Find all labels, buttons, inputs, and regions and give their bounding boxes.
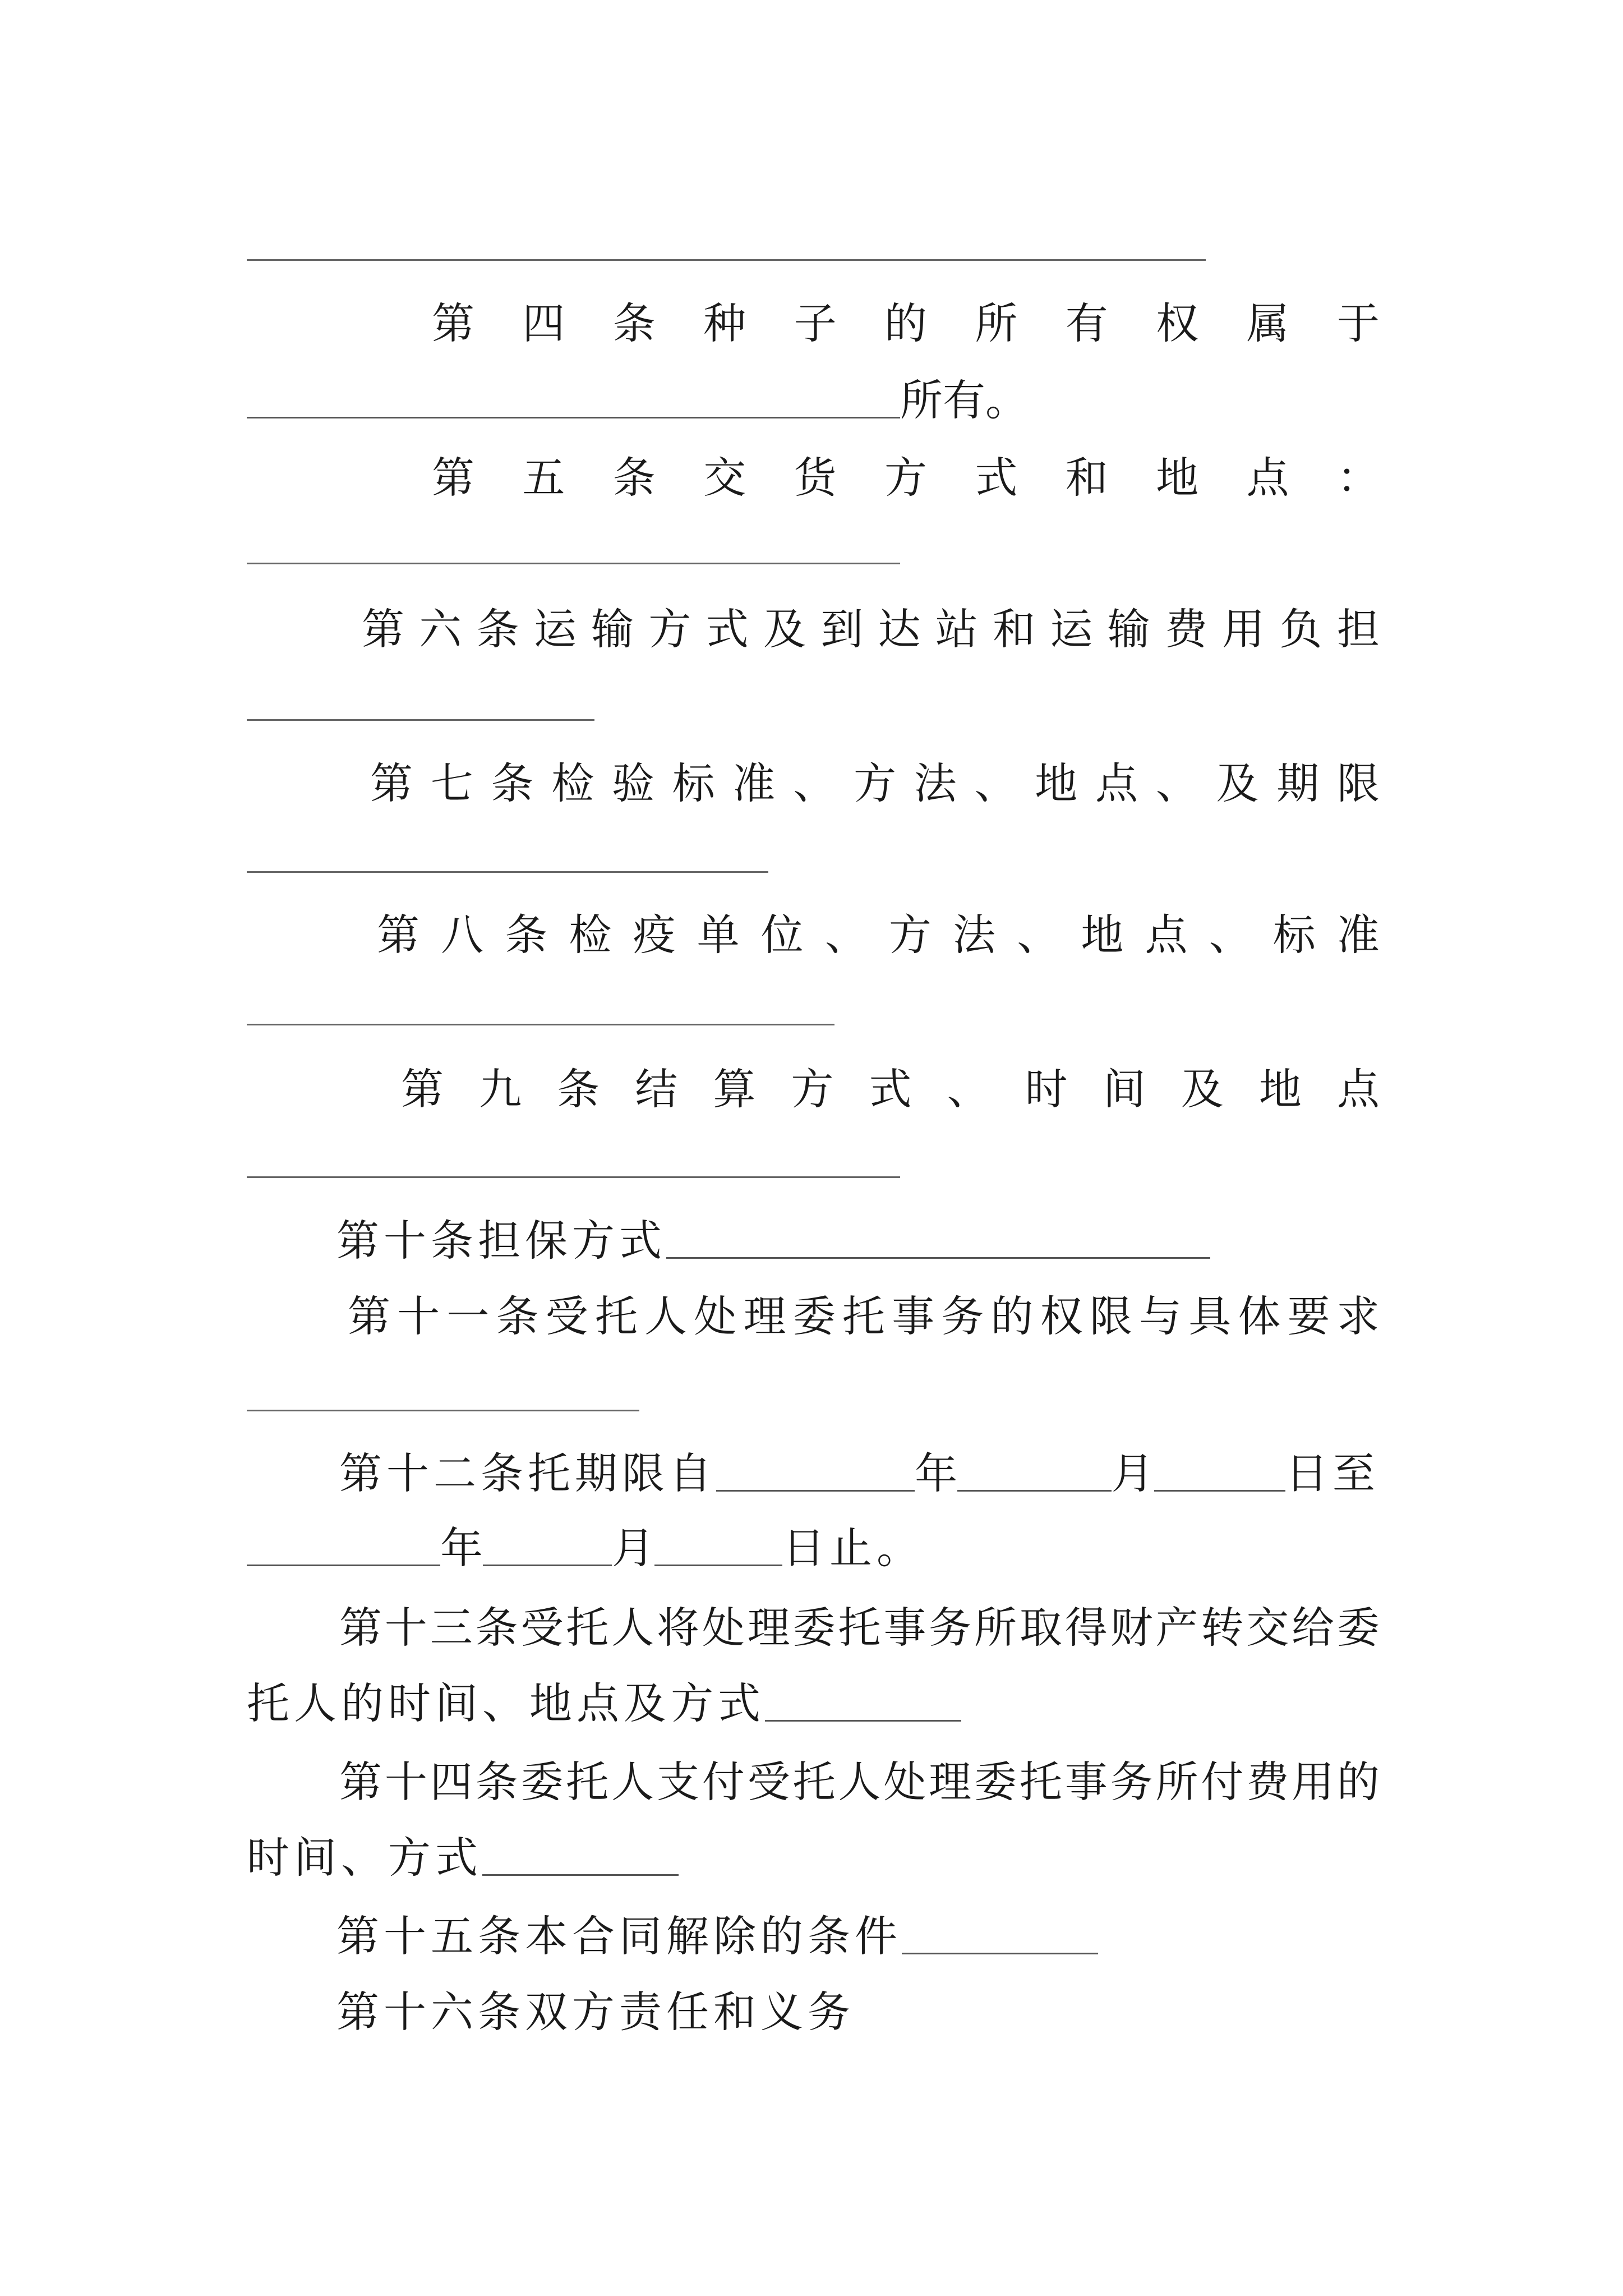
text-char: 所 bbox=[1155, 1756, 1198, 1807]
text-char: 地 bbox=[1258, 1064, 1302, 1114]
text-char: 方 bbox=[648, 604, 691, 654]
text-char: 条 bbox=[496, 1291, 539, 1341]
text-char: 托 bbox=[838, 1602, 881, 1653]
text-char: 方 bbox=[854, 758, 896, 808]
text-char: 费 bbox=[1164, 604, 1207, 654]
text-char: 第 bbox=[432, 452, 474, 503]
text-char: 用 bbox=[1222, 604, 1265, 654]
text-char: 、 bbox=[1017, 909, 1060, 960]
text-char: 八 bbox=[441, 909, 484, 960]
text-char: 、 bbox=[793, 758, 836, 808]
day-end-label: 日止。 bbox=[782, 1522, 924, 1573]
text-char: 运 bbox=[533, 604, 577, 654]
text-char: 三 bbox=[430, 1602, 473, 1653]
text-char: 事 bbox=[1064, 1756, 1108, 1807]
text-char: 条 bbox=[476, 604, 519, 654]
article-14-text2: 时间、方式 bbox=[247, 1832, 482, 1883]
text-char: 理 bbox=[747, 1602, 790, 1653]
text-char: 方 bbox=[791, 1064, 834, 1114]
text-char: 标 bbox=[672, 758, 715, 808]
text-char: 的 bbox=[990, 1291, 1034, 1341]
text-char: 站 bbox=[935, 604, 978, 654]
blank-line bbox=[247, 1410, 639, 1411]
text-char: 于 bbox=[1336, 298, 1380, 348]
text-char: 负 bbox=[1279, 604, 1322, 654]
article-9-line1 bbox=[401, 1038, 1380, 1133]
text-char: 十 bbox=[384, 1756, 427, 1807]
year-label: 年 bbox=[440, 1522, 483, 1573]
blank-line bbox=[957, 1448, 1111, 1492]
blank-line bbox=[247, 1024, 834, 1025]
article-16 bbox=[336, 1961, 1380, 2056]
text-char: 地 bbox=[1156, 452, 1199, 503]
text-char: 疫 bbox=[633, 909, 676, 960]
text-char: 检 bbox=[569, 909, 612, 960]
text-char: 限 bbox=[1337, 758, 1380, 808]
blank-line bbox=[902, 1911, 1098, 1954]
text-char: 六 bbox=[419, 604, 462, 654]
text-char: 点 bbox=[1095, 758, 1138, 808]
text-char: 到 bbox=[820, 604, 864, 654]
text-char: 第 bbox=[432, 298, 474, 348]
text-char: 第 bbox=[401, 1064, 444, 1114]
text-char: 托 bbox=[792, 1756, 836, 1807]
text-char: 用 bbox=[1292, 1756, 1335, 1807]
text-char: 得 bbox=[1064, 1602, 1108, 1653]
text-char: 条 bbox=[612, 298, 656, 348]
blank-line bbox=[247, 375, 900, 418]
text-char: 式 bbox=[975, 452, 1018, 503]
text-char: 限 bbox=[1089, 1291, 1132, 1341]
blank-line bbox=[666, 1216, 1210, 1259]
text-char: 属 bbox=[1246, 298, 1289, 348]
text-char: 方 bbox=[884, 452, 927, 503]
text-char: 输 bbox=[591, 604, 634, 654]
text-char: 处 bbox=[883, 1756, 926, 1807]
text-char: 准 bbox=[732, 758, 776, 808]
blank-line bbox=[1154, 1448, 1285, 1492]
article-13-text2: 托人的时间、地点及方式 bbox=[247, 1678, 765, 1728]
text-char: 求 bbox=[1336, 1291, 1380, 1341]
text-char: 受 bbox=[545, 1291, 588, 1341]
article-8-line1 bbox=[377, 884, 1380, 979]
text-char: 取 bbox=[1019, 1602, 1062, 1653]
text-char: 有 bbox=[1065, 298, 1108, 348]
text-char: 种 bbox=[703, 298, 746, 348]
text-char: 准 bbox=[1336, 909, 1380, 960]
text-char: 付 bbox=[1201, 1756, 1244, 1807]
text-char: 交 bbox=[1246, 1602, 1289, 1653]
blank-line bbox=[483, 1523, 612, 1566]
text-char: 第 bbox=[377, 909, 419, 960]
text-char: 人 bbox=[644, 1291, 688, 1341]
text-char: 十 bbox=[397, 1291, 440, 1341]
text-char: 人 bbox=[838, 1756, 881, 1807]
text-char: 式 bbox=[706, 604, 749, 654]
text-char: 托 bbox=[594, 1291, 638, 1341]
text-char: 及 bbox=[763, 604, 806, 654]
text-char: 、 bbox=[974, 758, 1017, 808]
day-to-label: 日至 bbox=[1285, 1448, 1380, 1498]
text-char: 委 bbox=[520, 1756, 564, 1807]
month-label: 月 bbox=[612, 1522, 654, 1573]
article-15-text: 第十五条本合同解除的条件 bbox=[336, 1911, 902, 1961]
text-char: 五 bbox=[522, 452, 565, 503]
text-char: 的 bbox=[1336, 1756, 1380, 1807]
text-char: 四 bbox=[430, 1756, 473, 1807]
text-char: 一 bbox=[446, 1291, 490, 1341]
text-char: 方 bbox=[889, 909, 932, 960]
blank-line bbox=[482, 1833, 679, 1876]
text-char: 法 bbox=[914, 758, 957, 808]
blank-line bbox=[247, 719, 594, 721]
text-char: 地 bbox=[1081, 909, 1124, 960]
text-char: 务 bbox=[941, 1291, 984, 1341]
text-char: 受 bbox=[520, 1602, 564, 1653]
text-char: 点 bbox=[1336, 1064, 1380, 1114]
text-char: 算 bbox=[713, 1064, 756, 1114]
text-char: 验 bbox=[612, 758, 654, 808]
text-char: 人 bbox=[611, 1602, 654, 1653]
text-char: 和 bbox=[1065, 452, 1108, 503]
text-char: 担 bbox=[1336, 604, 1380, 654]
text-char: 的 bbox=[884, 298, 927, 348]
text-char: 处 bbox=[694, 1291, 737, 1341]
text-char: 产 bbox=[1155, 1602, 1198, 1653]
text-char: 委 bbox=[974, 1756, 1017, 1807]
text-char: 、 bbox=[1155, 758, 1198, 808]
text-char: 所 bbox=[974, 1602, 1017, 1653]
text-char: 、 bbox=[824, 909, 868, 960]
text-char: 、 bbox=[947, 1064, 990, 1114]
article-10-text: 第十条担保方式 bbox=[336, 1215, 666, 1266]
text-char: 式 bbox=[869, 1064, 912, 1114]
text-char: 事 bbox=[892, 1291, 935, 1341]
text-char: 人 bbox=[611, 1756, 654, 1807]
blank-line bbox=[247, 871, 768, 873]
text-char: 付 bbox=[702, 1756, 745, 1807]
text-char: 条 bbox=[475, 1756, 518, 1807]
text-char: 权 bbox=[1040, 1291, 1083, 1341]
text-char: 权 bbox=[1156, 298, 1199, 348]
article-5-line1 bbox=[432, 426, 1380, 522]
text-char: 受 bbox=[747, 1756, 790, 1807]
text-char: 要 bbox=[1287, 1291, 1330, 1341]
blank-line bbox=[247, 1176, 900, 1178]
text-char: 转 bbox=[1201, 1602, 1244, 1653]
text-char: 期 bbox=[1276, 758, 1320, 808]
text-char: 所 bbox=[975, 298, 1018, 348]
article-11-line1 bbox=[348, 1265, 1380, 1360]
text-char: 时 bbox=[1025, 1064, 1068, 1114]
text-char: 给 bbox=[1292, 1602, 1335, 1653]
text-char: 和 bbox=[993, 604, 1036, 654]
text-char: 条 bbox=[505, 909, 548, 960]
text-char: 七 bbox=[430, 758, 473, 808]
text-char: 十 bbox=[384, 1602, 427, 1653]
text-char: 具 bbox=[1188, 1291, 1232, 1341]
text-char: 条 bbox=[491, 758, 534, 808]
text-char: 运 bbox=[1050, 604, 1093, 654]
year-label: 年 bbox=[915, 1448, 958, 1498]
text-char: 费 bbox=[1246, 1756, 1289, 1807]
text-char: 第 bbox=[339, 1602, 382, 1653]
text-char: 及 bbox=[1216, 758, 1259, 808]
article-4-tail: 所有。 bbox=[900, 375, 1028, 425]
text-char: 支 bbox=[657, 1756, 700, 1807]
text-char: 务 bbox=[1110, 1756, 1153, 1807]
text-char: 法 bbox=[953, 909, 996, 960]
blank-line bbox=[247, 1523, 440, 1566]
text-char: 货 bbox=[794, 452, 837, 503]
blank-line bbox=[716, 1448, 915, 1492]
text-char: 四 bbox=[522, 298, 565, 348]
blank-line bbox=[247, 563, 900, 564]
text-char: 间 bbox=[1103, 1064, 1146, 1114]
article-6-line1 bbox=[362, 578, 1380, 673]
text-char: 委 bbox=[1336, 1602, 1380, 1653]
text-char: 托 bbox=[566, 1756, 609, 1807]
text-char: 体 bbox=[1238, 1291, 1281, 1341]
text-char: 交 bbox=[703, 452, 746, 503]
text-char: 及 bbox=[1181, 1064, 1224, 1114]
text-char: 条 bbox=[475, 1602, 518, 1653]
text-char: 处 bbox=[702, 1602, 745, 1653]
text-char: 标 bbox=[1272, 909, 1316, 960]
text-char: 单 bbox=[697, 909, 740, 960]
text-char: 委 bbox=[792, 1602, 836, 1653]
text-char: 条 bbox=[612, 452, 656, 503]
text-char: 将 bbox=[657, 1602, 700, 1653]
text-char: 与 bbox=[1139, 1291, 1182, 1341]
text-char: 第 bbox=[339, 1756, 382, 1807]
blank-line bbox=[247, 259, 1206, 261]
text-char: 第 bbox=[348, 1291, 390, 1341]
text-char: 达 bbox=[878, 604, 921, 654]
text-char: 点 bbox=[1145, 909, 1188, 960]
text-char: 九 bbox=[479, 1064, 522, 1114]
text-char: 托 bbox=[566, 1602, 609, 1653]
text-char: 事 bbox=[883, 1602, 926, 1653]
text-char: 地 bbox=[1035, 758, 1078, 808]
text-char: 理 bbox=[929, 1756, 972, 1807]
text-char: 、 bbox=[1209, 909, 1252, 960]
article-7-line1 bbox=[370, 732, 1380, 827]
text-char: 理 bbox=[743, 1291, 786, 1341]
text-char: 输 bbox=[1107, 604, 1150, 654]
blank-line bbox=[765, 1678, 961, 1722]
text-char: 位 bbox=[760, 909, 804, 960]
text-char: 务 bbox=[929, 1602, 972, 1653]
text-char: 点 bbox=[1246, 452, 1289, 503]
article-16-text: 第十六条双方责任和义务 bbox=[336, 1986, 855, 2037]
text-char: 第 bbox=[362, 604, 404, 654]
text-char: 第 bbox=[370, 758, 413, 808]
text-char: 检 bbox=[551, 758, 594, 808]
text-char: 结 bbox=[635, 1064, 678, 1114]
article-12-text: 第十二条托期限自 bbox=[339, 1448, 716, 1498]
text-char: 托 bbox=[842, 1291, 885, 1341]
month-label: 月 bbox=[1111, 1448, 1154, 1498]
text-char: ： bbox=[1336, 452, 1380, 503]
text-char: 财 bbox=[1110, 1602, 1153, 1653]
text-char: 子 bbox=[794, 298, 837, 348]
text-char: 条 bbox=[557, 1064, 600, 1114]
text-char: 托 bbox=[1019, 1756, 1062, 1807]
text-char: 委 bbox=[792, 1291, 836, 1341]
blank-line bbox=[654, 1523, 782, 1566]
